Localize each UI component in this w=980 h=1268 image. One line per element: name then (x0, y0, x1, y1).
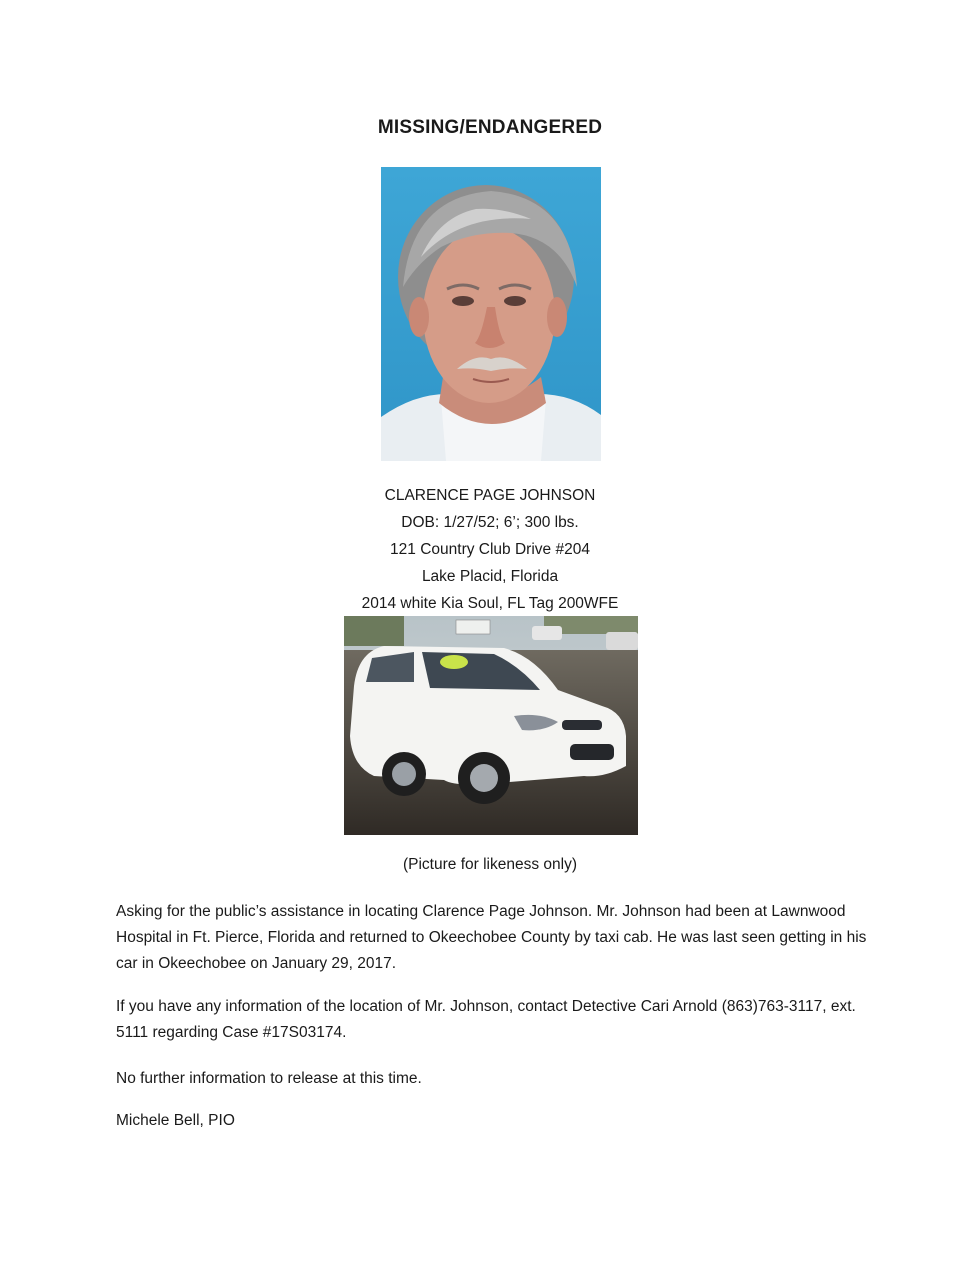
signature: Michele Bell, PIO (116, 1112, 235, 1129)
vehicle-photo (344, 616, 638, 835)
subject-vehicle: 2014 white Kia Soul, FL Tag 200WFE (361, 595, 619, 612)
portrait-illustration (381, 167, 601, 461)
subject-address-street: 121 Country Club Drive #204 (390, 541, 590, 558)
subject-details (0, 482, 980, 617)
vehicle-illustration (344, 616, 638, 835)
subject-name: CLARENCE PAGE JOHNSON (384, 487, 596, 504)
subject-address-city: Lake Placid, Florida (421, 568, 559, 585)
subject-portrait-photo (381, 167, 601, 461)
body-paragraph-contact: If you have any information of the location of Mr. Johnson, contact Detective Cari Arnold (863)763-3117, ext. 5111 regarding Case #17S03174. (116, 998, 856, 1041)
subject-dob: DOB: 1/27/52; 6’; 300 lbs. (401, 514, 579, 531)
page-title: MISSING/ENDANGERED (377, 117, 603, 138)
body-paragraph-no-further-info: No further information to release at this time. (116, 1070, 422, 1087)
photo-caption: (Picture for likeness only) (402, 856, 577, 873)
body-paragraph-assistance: Asking for the public’s assistance in locating Clarence Page Johnson. Mr. Johnson had been at Lawnwood Hospital in Ft. Pierce, Florida and returned to Okeechobee County by taxi cab. He was last seen getting in his car in Okeechobee on January 29, 2017. (116, 903, 867, 972)
